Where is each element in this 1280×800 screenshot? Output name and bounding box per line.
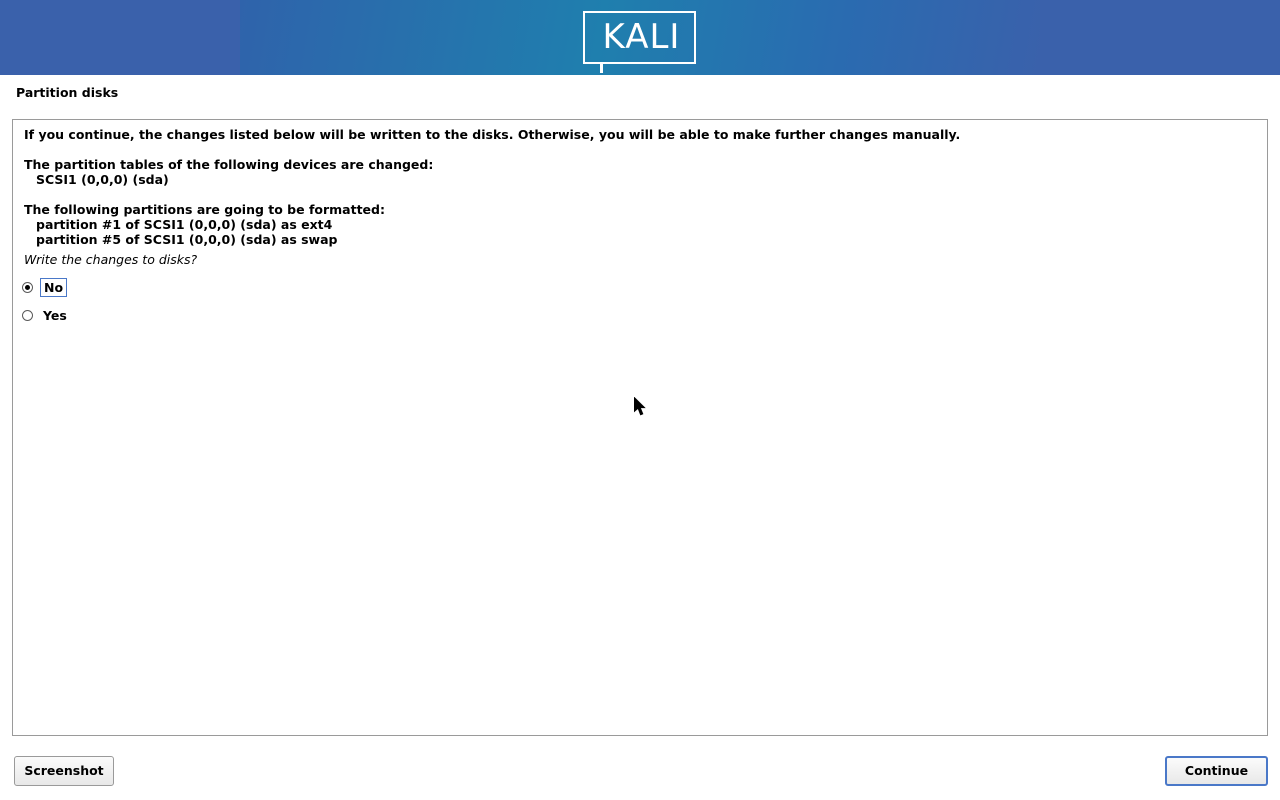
kali-logo-text: KALI bbox=[602, 17, 681, 57]
format-line-1: partition #1 of SCSI1 (0,0,0) (sda) as ext4 bbox=[36, 217, 333, 232]
screenshot-button[interactable]: Screenshot bbox=[14, 756, 114, 786]
kali-banner bbox=[0, 0, 1280, 75]
radio-button-icon[interactable] bbox=[22, 310, 33, 321]
kali-logo bbox=[583, 11, 696, 64]
content-frame bbox=[12, 119, 1268, 736]
format-line-2: partition #5 of SCSI1 (0,0,0) (sda) as swap bbox=[36, 232, 338, 247]
page-title: Partition disks bbox=[16, 85, 119, 100]
mouse-cursor-icon bbox=[634, 397, 646, 416]
question-text: Write the changes to disks? bbox=[24, 252, 198, 267]
radio-option-yes[interactable] bbox=[22, 306, 70, 324]
format-header: The following partitions are going to be formatted: bbox=[24, 202, 385, 217]
radio-option-label[interactable]: No bbox=[40, 278, 67, 297]
partition-tables-header: The partition tables of the following devices are changed: bbox=[24, 157, 434, 172]
device-line: SCSI1 (0,0,0) (sda) bbox=[36, 172, 169, 187]
radio-button-icon[interactable] bbox=[22, 282, 33, 293]
radio-option-no[interactable] bbox=[22, 278, 67, 296]
kali-logo-tick-icon bbox=[600, 63, 603, 73]
radio-option-label[interactable]: Yes bbox=[43, 307, 67, 323]
continue-button[interactable]: Continue bbox=[1165, 756, 1268, 786]
summary-text: If you continue, the changes listed below will be written to the disks. Otherwise, you will be able to make further changes manually. bbox=[24, 127, 961, 142]
